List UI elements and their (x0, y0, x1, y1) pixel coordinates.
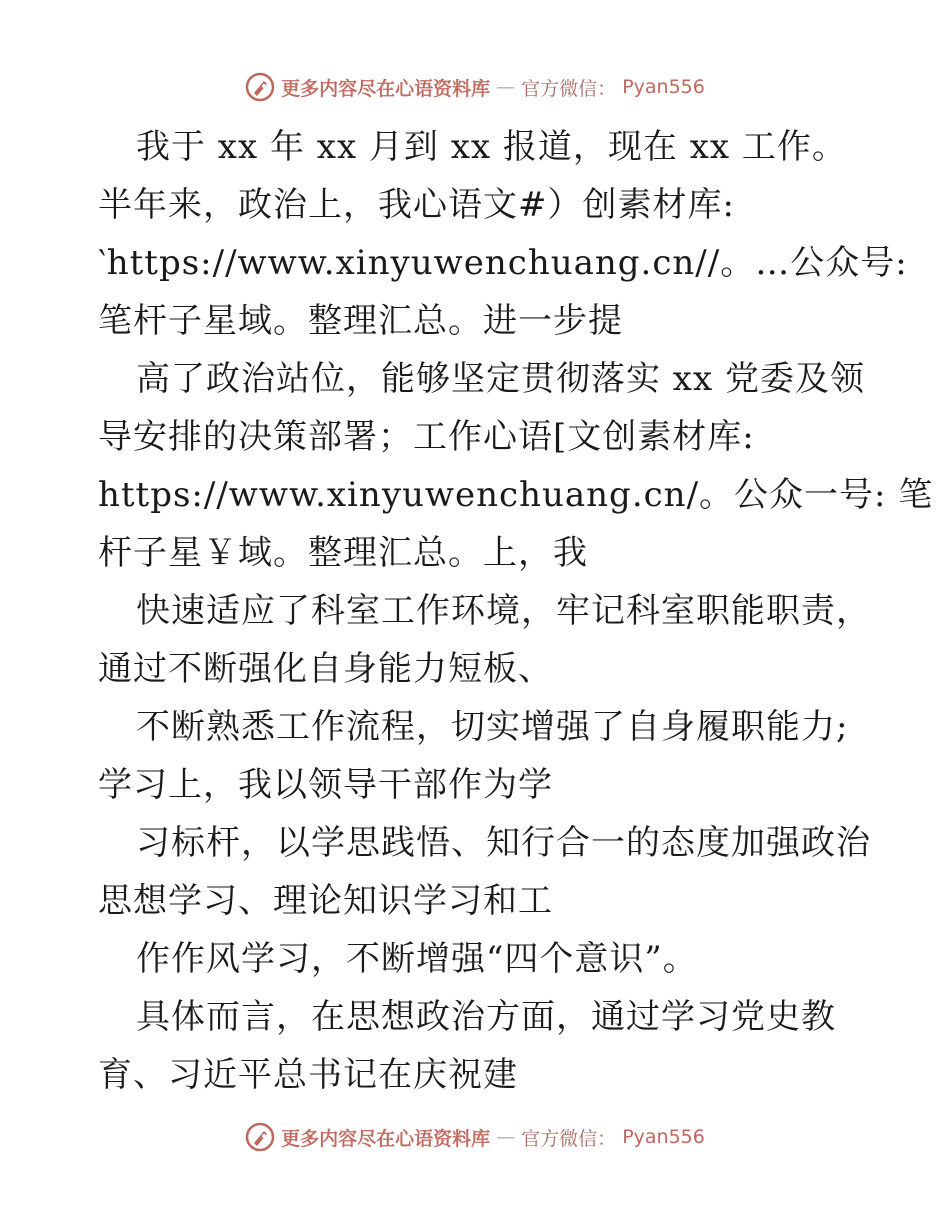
text-line: 具体而言，在思想政治方面，通过学习党史教 (136, 997, 836, 1037)
footer-watermark (0, 1122, 950, 1152)
text-line: 习标杆，以学思践悟、知行合一的态度加强政治 (136, 823, 871, 863)
watermark-text: 更多内容尽在心语资料库 (281, 77, 491, 100)
text-line: 半年来，政治上，我心语文#）创素材库: (98, 185, 735, 225)
text-line: 通过不断强化自身能力短板、 (98, 649, 553, 689)
text-line: 不断熟悉工作流程，切实增强了自身履职能力; (136, 707, 849, 747)
watermark-text: 更多内容尽在心语资料库 (281, 1127, 491, 1150)
document-body (98, 118, 934, 1104)
text-line: 思想学习、理论知识学习和工 (98, 881, 553, 921)
pen-nib-icon (245, 1122, 275, 1152)
text-line: 我于 xx 年 xx 月到 xx 报道，现在 xx 工作。 (136, 127, 847, 167)
watermark-dash: — (496, 76, 516, 98)
watermark (245, 1122, 705, 1152)
text-line: 快速适应了科室工作环境，牢记科室职能职责， (136, 591, 871, 631)
text-line: 作作风学习，不断增强“四个意识”。 (136, 939, 698, 979)
watermark-sub: 官方微信： (521, 77, 617, 100)
text-line: 育、习近平总书记在庆祝建 (98, 1055, 518, 1095)
text-line: 笔杆子星域。整理汇总。进一步提 (98, 301, 623, 341)
text-line: 杆子星￥域。整理汇总。上，我 (98, 533, 588, 573)
text-line: ‵https://www.xinyuwenchuang.cn//。…公众号: (98, 243, 908, 283)
pen-nib-icon (245, 72, 275, 102)
text-line: https://www.xinyuwenchuang.cn/。公众一号: 笔 (98, 475, 934, 515)
watermark-id: Pyan556 (622, 1126, 705, 1148)
text-line: 导安排的决策部署；工作心语[文创素材库: (98, 417, 755, 457)
watermark-dash: — (496, 1126, 516, 1148)
header-watermark (0, 72, 950, 102)
watermark (245, 72, 705, 102)
text-line: 学习上，我以领导干部作为学 (98, 765, 553, 805)
watermark-id: Pyan556 (622, 76, 705, 98)
watermark-sub: 官方微信： (521, 1127, 617, 1150)
text-line: 高了政治站位，能够坚定贯彻落实 xx 党委及领 (136, 359, 865, 399)
